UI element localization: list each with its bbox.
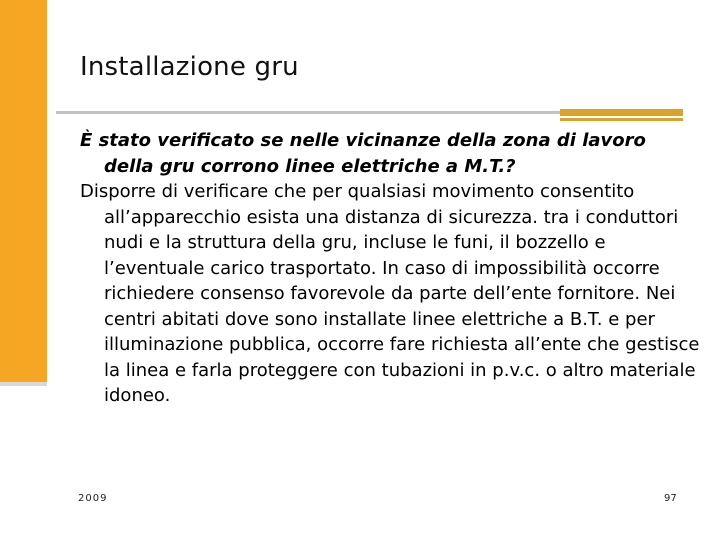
slide-title: Installazione gru	[80, 52, 299, 82]
slide-body	[80, 128, 700, 409]
title-accent-bar-thin	[560, 118, 683, 121]
decorative-side-bar	[0, 0, 47, 382]
page-number: 97	[664, 493, 677, 504]
title-divider	[56, 111, 560, 114]
instruction-paragraph: Disporre di verificare che per qualsiasi movimento consentito all’apparecchio esista una distanza di sicurezza. tra i conduttori nudi e la struttura della gru, incluse le funi, il bozzello e l’eventuale carico trasportato. In caso di impossibilità occorre richiedere consenso favorevole da parte dell’ente fornitore. Nei centri abitati dove sono installate linee elettriche a B.T. e per illuminazione pubblica, occorre fare richiesta all’ente che gestisce la linea e farla proteggere con tubazioni in p.v.c. o altro materiale idoneo.	[80, 181, 700, 406]
title-accent-bar	[560, 109, 683, 116]
side-bar-shadow	[0, 382, 47, 386]
footer-year: 2009	[78, 493, 108, 504]
question-paragraph: È stato verificato se nelle vicinanze della zona di lavoro della gru corrono linee elettriche a M.T.?	[80, 130, 646, 177]
